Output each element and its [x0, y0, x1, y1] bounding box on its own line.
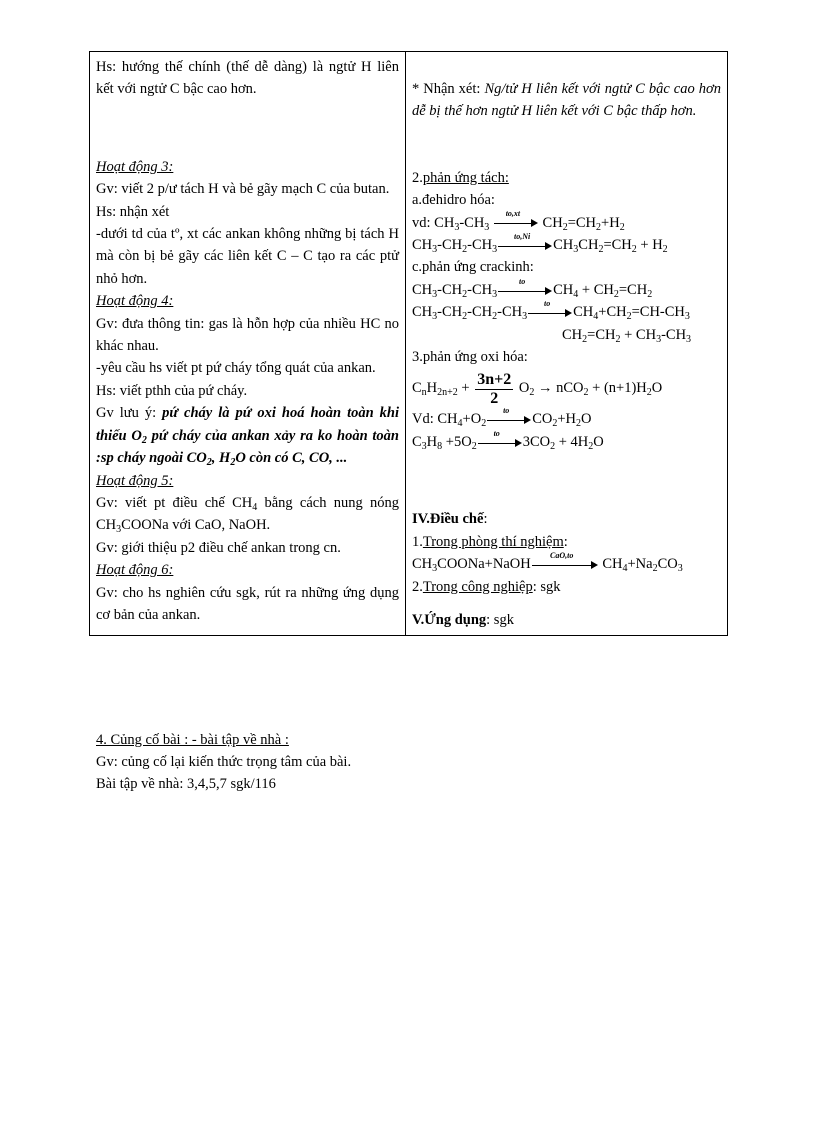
equation-dehydro-2: $CH_3-CH_2-CH_3$ to,Ni $CH_3CH_2=CH_2 + H_2$ — [412, 231, 668, 256]
reaction-arrow-icon: to,Ni — [498, 240, 552, 252]
gv-instruction-applications: Gv: cho hs nghiên cứu sgk, rút ra những ứng dụng cơ bản của ankan. — [96, 584, 399, 623]
lesson-table — [89, 51, 728, 636]
activity-6-title: Hoạt động 6: — [96, 562, 174, 579]
homework-exercises: Bài tập về nhà: 3,4,5,7 sgk/116 — [96, 776, 276, 792]
gv-instruction-industry: Gv: giới thiệu p2 điều chế ankan trong cn. — [96, 539, 341, 556]
equation-combustion-methane: Vd: $CH_4+O_2$ to $CO_2+H_2O$ — [412, 406, 592, 430]
lab-preparation-title: 1.Trong phòng thí nghiệm: — [412, 533, 568, 550]
hs-combustion: Hs: viết pthh của pứ cháy. — [96, 382, 248, 399]
reaction-arrow-icon: to — [498, 285, 552, 297]
homework-review: Gv: củng cố lại kiến thức trọng tâm của bài. — [96, 754, 352, 770]
section-4-title: IV.Điều chế: — [412, 511, 488, 528]
table-row — [90, 52, 728, 636]
cracking-title: c.phản ứng crackinh: — [412, 259, 534, 276]
reaction-arrow-icon: to — [478, 437, 522, 449]
teacher-student-column — [90, 52, 406, 636]
section-5-title: V.Ứng dụng: sgk — [412, 611, 514, 628]
dehydrogenation-title: a.đehidro hóa: — [412, 192, 495, 209]
section-3-title: 3.phản ứng oxi hóa: — [412, 349, 528, 366]
gv-instruction-1: Gv: viết 2 p/ư tách H và bẻ gãy mạch C của butan. — [96, 181, 390, 198]
homework-title: 4. Củng cố bài : - bài tập về nhà : — [96, 732, 289, 748]
gv-note-prefix: Gv lưu ý: — [96, 405, 157, 422]
equation-combustion-propane: $C_3H_8 +5O_2$ to $3CO_2 + 4H_2O$ — [412, 428, 604, 452]
activity-3-title: Hoạt động 3: — [96, 158, 174, 175]
equation-combustion-general: $C_nH_{2n+2}$ + $\frac{3n+2}{2}$ $O_2 \to nCO_2 + (n+1)H_2O$ — [412, 370, 663, 407]
equation-cracking-1: $CH_3-CH_2-CH_3$ to $CH_4 + CH_2=CH_2$ — [412, 276, 653, 300]
equation-cracking-2: $CH_3-CH_2-CH_2-CH_3$ to $CH_4+CH_2=CH-CH_3$ — [412, 298, 690, 323]
combustion-request: -yêu cầu hs viết pt pứ cháy tổng quát của ankan. — [96, 360, 376, 377]
equation-cracking-3: $CH_2=CH_2 + CH_3-CH_3$ — [562, 326, 692, 345]
section-2-title: 2.phản ứng tách: — [412, 169, 509, 186]
observation-note: * Nhận xét: Ng/tử H liên kết với ngtử C bậc cao hơn dễ bị thế hơn ngtử H liên kết với C bậc thấp hơn. — [412, 81, 721, 120]
hs-observation: Hs: hướng thế chính (thế dễ dàng) là ngtử H liên kết với ngtử C bậc cao hơn. — [96, 59, 399, 98]
gv-instruction-2: Gv: đưa thông tin: gas là hỗn hợp của nhiều HC no khác nhau. — [96, 315, 399, 355]
activity-5-title: Hoạt động 5: — [96, 472, 174, 489]
hs-remark: Hs: nhận xét — [96, 203, 170, 220]
homework-section — [96, 729, 696, 795]
reaction-arrow-icon: CaO,to — [532, 559, 598, 571]
fraction: $\frac{3n+2}{2}$ — [477, 370, 512, 407]
equation-lab-preparation: $CH_3COONa+NaOH$ CaO,to $CH_4+Na_2CO_3$ — [412, 550, 683, 575]
gv-instruction-methane: Gv: viết pt điều chế $CH_4$ bằng cách nung nóng $CH_3COONa$ với CaO, NaOH. — [96, 494, 399, 536]
content-column — [406, 52, 728, 636]
reaction-arrow-icon: to — [528, 307, 572, 319]
gv-note-incomplete-combustion: Gv lưu ý: pứ cháy là pứ oxi hoá hoàn toàn khi thiếu $O_2$ pứ cháy của ankan xảy ra ko hoàn toàn :sp cháy ngoài $CO_2$, $H_2O$ còn có C, CO, ... — [96, 405, 400, 469]
industry-preparation: 2.Trong công nghiệp: sgk — [412, 578, 561, 595]
reaction-arrow-icon: to — [487, 414, 531, 426]
cracking-note: -dưới td của tº, xt các ankan không những bị tách H mà còn bị bẻ gãy các liên kết C – C tạo ra các ptử nhỏ hơn. — [96, 226, 399, 287]
equation-dehydro-1: vd: $CH_3-CH_3$ to,xt $CH_2=CH_2+H_2$ — [412, 209, 625, 233]
reaction-arrow-icon: to,xt — [494, 217, 538, 229]
activity-4-title: Hoạt động 4: — [96, 293, 174, 310]
